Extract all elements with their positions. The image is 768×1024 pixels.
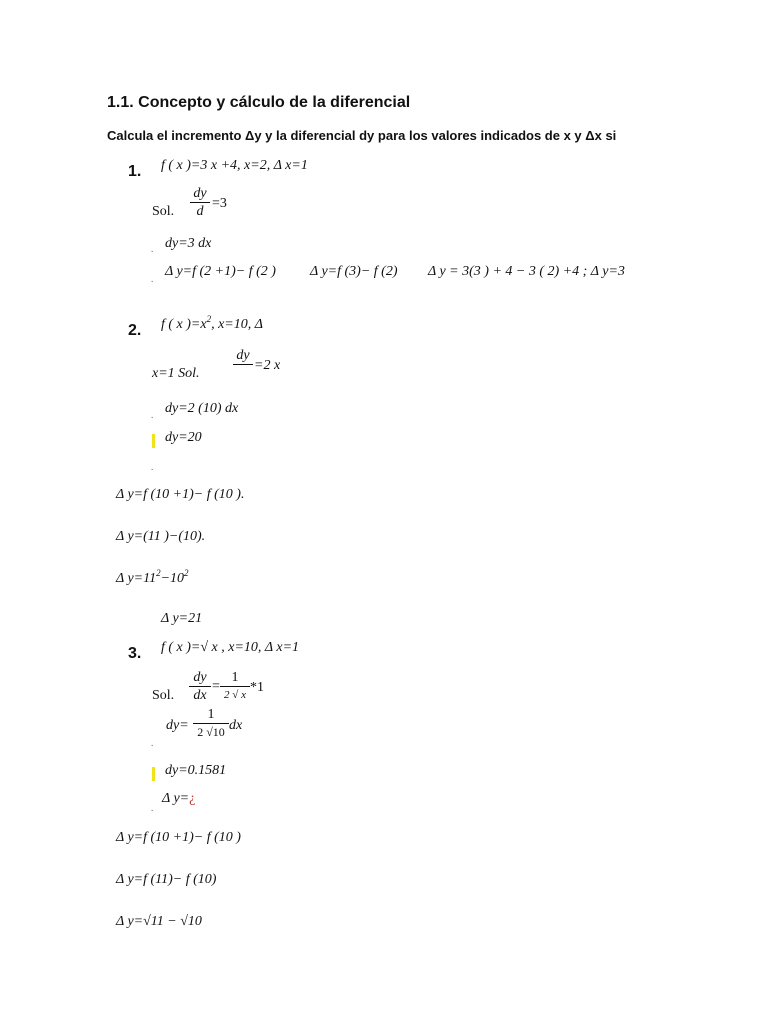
fraction-denominator: dx bbox=[193, 688, 207, 703]
fraction-bar bbox=[189, 686, 211, 687]
fraction-numerator: dy bbox=[236, 348, 250, 363]
problem-3-delta-unknown bbox=[162, 791, 195, 807]
problem-3-delta-2: Δ y=f (11)− f (10) bbox=[116, 872, 217, 887]
problem-2-delta-2: Δ y=(11 )−(10). bbox=[116, 529, 206, 544]
fraction-numerator: dy bbox=[193, 186, 207, 201]
fraction-denominator: 2 √ x bbox=[224, 689, 246, 701]
problem-3-delta-3: Δ y=√11 − √10 bbox=[116, 914, 202, 929]
problem-1-fraction-rhs: =3 bbox=[212, 196, 227, 211]
problem-3-fraction bbox=[189, 670, 211, 703]
problem-2-statement bbox=[161, 314, 263, 333]
problem-1-delta-a: Δ y=f (2 +1)− f (2 ) bbox=[165, 264, 276, 279]
instruction-text: Calcula el incremento Δy y la diferencial dy para los valores indicados de x y Δx si bbox=[107, 128, 617, 143]
fraction-numerator: 1 bbox=[207, 707, 215, 722]
statement-exponent: 2 bbox=[206, 314, 212, 324]
fraction-bar bbox=[233, 364, 253, 365]
problem-1-fraction bbox=[190, 186, 210, 219]
delta-exponent-2: 2 bbox=[184, 568, 189, 578]
problem-1-number: 1. bbox=[128, 163, 142, 180]
statement-main: f ( x )=x bbox=[161, 317, 207, 332]
highlight-marker bbox=[152, 767, 155, 781]
delta-lhs: Δ y= bbox=[162, 791, 190, 806]
fraction-numerator: 1 bbox=[231, 670, 239, 685]
fraction-denominator: 2 √10 bbox=[197, 725, 225, 739]
problem-3-dy-lhs: dy= bbox=[166, 718, 189, 733]
problem-3-dy-rhs: dx bbox=[229, 718, 243, 733]
problem-3-sol-label: Sol. bbox=[152, 688, 175, 703]
anchor-dot: . bbox=[151, 462, 154, 472]
problem-3-rhs-fraction bbox=[220, 670, 250, 703]
fraction-denominator: d bbox=[196, 204, 204, 219]
problem-3-equals: = bbox=[212, 679, 220, 694]
problem-2-fraction-rhs: =2 x bbox=[254, 358, 281, 373]
delta-base: Δ y=11 bbox=[116, 571, 157, 586]
problem-2-delta-4: Δ y=21 bbox=[161, 611, 203, 626]
problem-1-delta-c: Δ y = 3(3 ) + 4 − 3 ( 2) +4 ; Δ y=3 bbox=[428, 264, 625, 279]
section-title: 1.1. Concepto y cálculo de la diferencial bbox=[107, 94, 411, 111]
problem-2-delta-1: Δ y=f (10 +1)− f (10 ). bbox=[116, 487, 245, 502]
fraction-bar bbox=[193, 723, 229, 724]
fraction-bar bbox=[190, 202, 210, 203]
problem-1-statement: f ( x )=3 x +4, x=2, Δ x=1 bbox=[161, 158, 308, 173]
fraction-bar bbox=[220, 686, 250, 687]
problem-2-fraction bbox=[233, 348, 253, 366]
delta-exponent-1: 2 bbox=[156, 568, 161, 578]
problem-2-dy-2: dy=20 bbox=[165, 430, 202, 445]
problem-3-delta-1: Δ y=f (10 +1)− f (10 ) bbox=[116, 830, 241, 845]
problem-3-dy-value: dy=0.1581 bbox=[165, 763, 227, 778]
delta-unknown-symbol: ¿ bbox=[189, 791, 196, 806]
anchor-dot: . bbox=[151, 274, 154, 284]
highlight-marker bbox=[152, 434, 155, 448]
problem-2-delta-3 bbox=[116, 568, 189, 587]
anchor-dot: . bbox=[151, 803, 154, 813]
problem-1-dy: dy=3 dx bbox=[165, 236, 212, 251]
fraction-numerator: dy bbox=[193, 670, 207, 685]
anchor-dot: . bbox=[151, 410, 154, 420]
problem-2-dy-1: dy=2 (10) dx bbox=[165, 401, 239, 416]
problem-2-number: 2. bbox=[128, 322, 142, 339]
statement-rest: , x=10, Δ bbox=[211, 317, 263, 332]
anchor-dot: . bbox=[151, 738, 154, 748]
problem-3-dy-fraction bbox=[193, 707, 229, 740]
problem-3-statement: f ( x )=√ x , x=10, Δ x=1 bbox=[161, 640, 300, 655]
anchor-dot: . bbox=[151, 244, 154, 254]
problem-1-sol-label: Sol. bbox=[152, 204, 175, 219]
problem-2-line2: x=1 Sol. bbox=[152, 366, 200, 381]
delta-minus: −10 bbox=[160, 571, 185, 586]
problem-1-delta-b: Δ y=f (3)− f (2) bbox=[310, 264, 398, 279]
problem-3-number: 3. bbox=[128, 645, 142, 662]
problem-3-rhs-multiplier: *1 bbox=[250, 680, 264, 695]
